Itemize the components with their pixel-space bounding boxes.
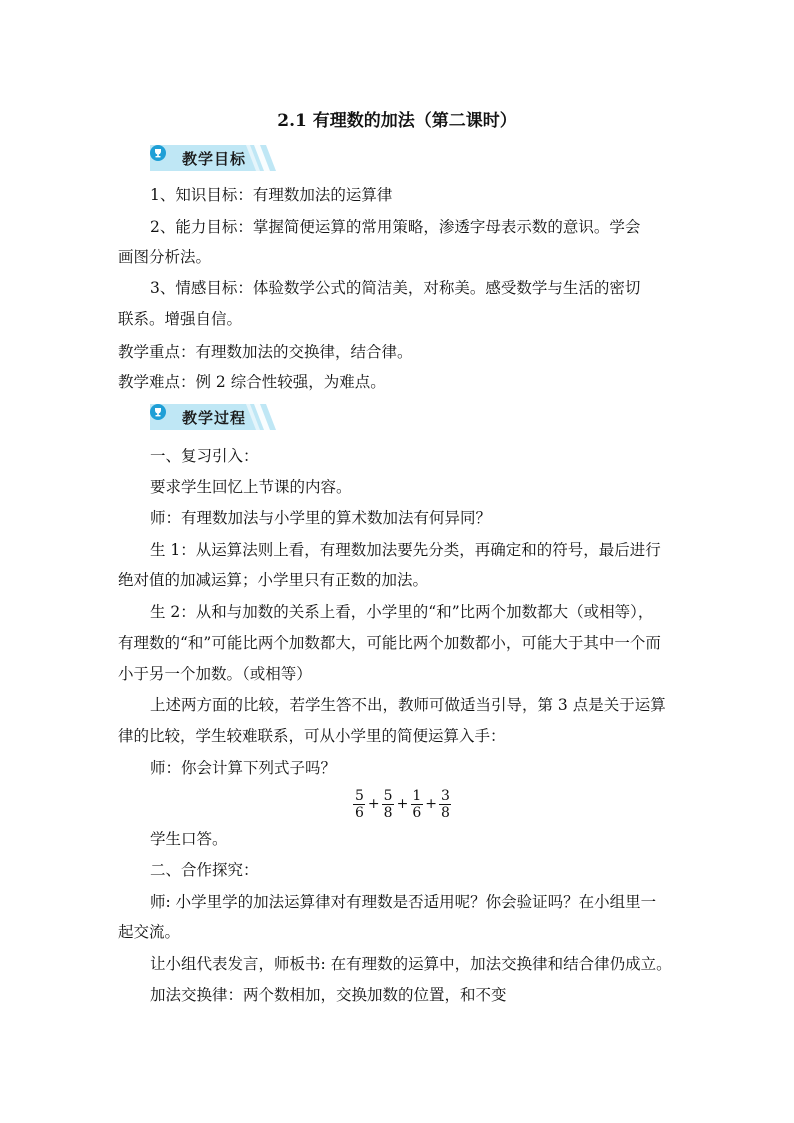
fraction-expression — [352, 784, 453, 824]
section-banner-process — [150, 404, 276, 430]
teacher-guidance: 上述两方面的比较，若学生答不出，教师可做适当引导，第 3 点是关于运算 — [150, 696, 666, 714]
explore-heading: 二、合作探究： — [150, 861, 259, 879]
fraction — [410, 788, 423, 821]
fraction — [353, 788, 366, 821]
student2-answer-cont: 有理数的“和”可能比两个加数都大，可能比两个加数都小，可能大于其中一个而 — [118, 634, 661, 652]
page-title: 2.1 有理数的加法（第二课时） — [277, 111, 517, 131]
student2-answer-end: 小于另一个加数。（或相等） — [118, 665, 312, 683]
objective-emotion: 3、情感目标：体验数学公式的简洁美，对称美。感受数学与生活的密切 — [150, 279, 641, 297]
student1-answer: 生 1：从运算法则上看，有理数加法要先分类，再确定和的符号，最后进行 — [150, 541, 661, 559]
fraction-numerator: 3 — [440, 787, 450, 804]
teacher-guidance-cont: 律的比较，学生较难联系，可从小学里的简便运算入手： — [118, 727, 506, 745]
objective-ability: 2、能力目标：掌握简便运算的常用策略，渗透字母表示数的意识。学会 — [150, 218, 641, 236]
explore-question-cont: 起交流。 — [118, 923, 181, 941]
trophy-icon — [150, 145, 166, 161]
student-oral-answer: 学生口答。 — [150, 830, 228, 848]
trophy-icon — [150, 404, 166, 420]
fraction-denominator: 8 — [383, 804, 393, 821]
fraction — [382, 788, 395, 821]
review-teacher-question: 师：有理数加法与小学里的算术数加法有何异同？ — [150, 509, 492, 527]
objective-knowledge: 1、知识目标：有理数加法的运算律 — [150, 186, 393, 204]
section-banner-objectives — [150, 145, 276, 171]
plus-operator: + — [425, 796, 437, 812]
plus-operator: + — [367, 796, 380, 812]
section-title-process: 教学过程 — [182, 409, 247, 427]
section-title-objectives: 教学目标 — [182, 150, 247, 168]
student1-answer-cont: 绝对值的加减运算；小学里只有正数的加法。 — [118, 571, 429, 589]
fraction-numerator: 5 — [383, 787, 393, 804]
objective-emotion-cont: 联系。增强自信。 — [118, 310, 243, 328]
explore-question: 师: 小学里学的加法运算律对有理数是否适用呢？你会验证吗？在小组里一 — [150, 893, 657, 911]
fraction-denominator: 6 — [355, 804, 364, 821]
review-heading: 一、复习引入： — [150, 447, 259, 465]
fraction-numerator: 5 — [355, 787, 364, 804]
key-point: 教学重点：有理数加法的交换律，结合律。 — [118, 343, 413, 361]
review-recall: 要求学生回忆上节课的内容。 — [150, 478, 352, 496]
teacher-board-note: 让小组代表发言，师板书: 在有理数的运算中，加法交换律和结合律仍成立。 — [150, 955, 672, 973]
commutative-law: 加法交换律：两个数相加，交换加数的位置，和不变 — [150, 986, 507, 1004]
fraction-denominator: 8 — [440, 804, 450, 821]
plus-operator: + — [396, 796, 409, 812]
objective-ability-cont: 画图分析法。 — [118, 248, 212, 266]
fraction-numerator: 1 — [412, 787, 422, 804]
teacher-ask: 师：你会计算下列式子吗？ — [150, 759, 337, 777]
fraction — [439, 788, 452, 821]
fraction-denominator: 6 — [412, 804, 422, 821]
student2-answer: 生 2：从和与加数的关系上看，小学里的“和”比两个加数都大（或相等）， — [150, 603, 654, 621]
difficult-point: 教学难点：例 2 综合性较强，为难点。 — [118, 373, 386, 391]
